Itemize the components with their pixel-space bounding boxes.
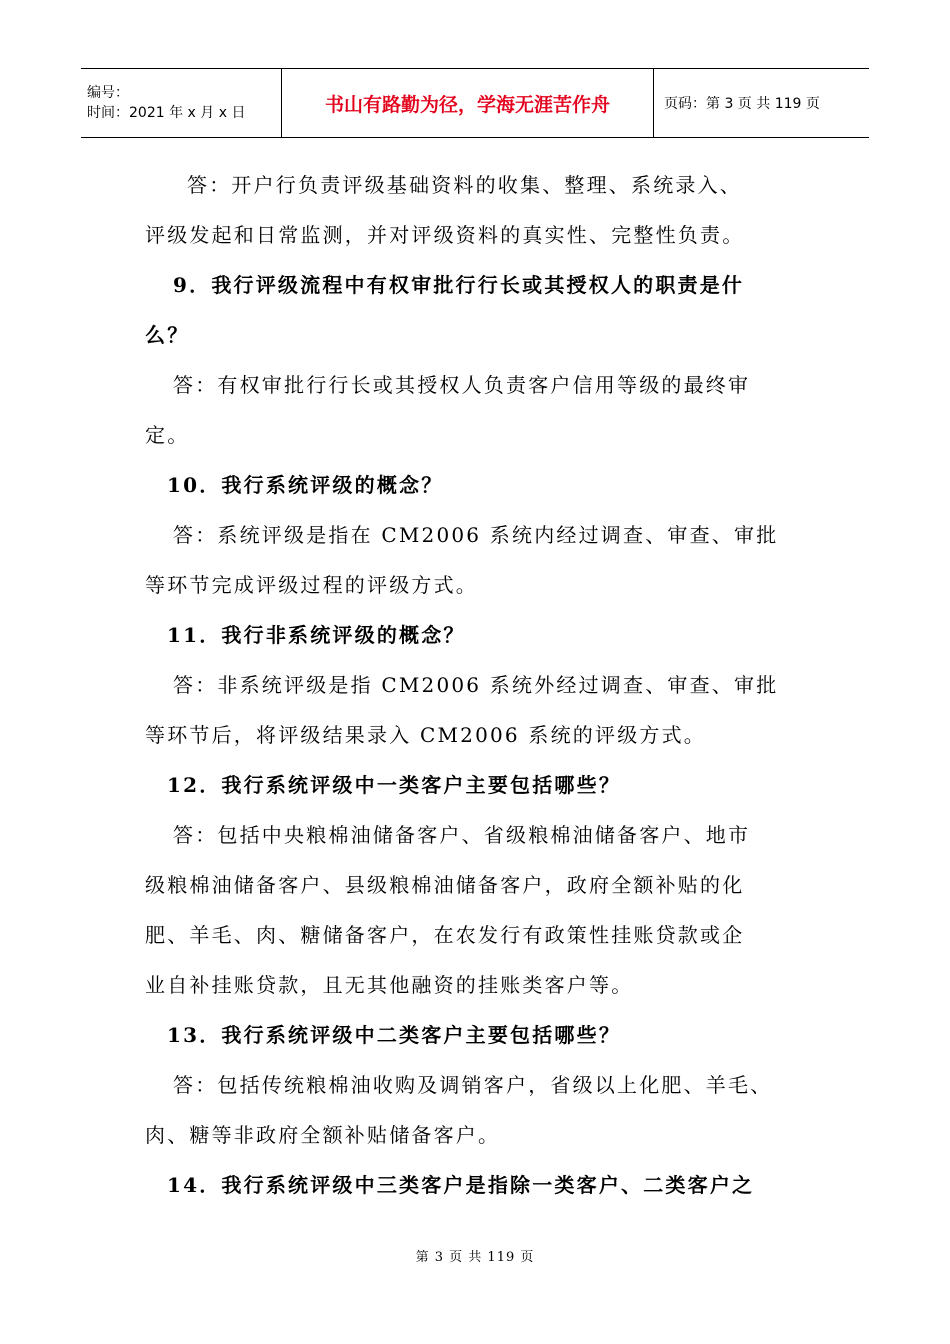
- answer-line: 答：开户行负责评级基础资料的收集、整理、系统录入、: [187, 173, 742, 197]
- answer-line: 肉、糖等非政府全额补贴储备客户。: [145, 1123, 501, 1147]
- question-line: 11．我行非系统评级的概念？: [167, 623, 466, 647]
- header-motto: 书山有路勤为径，学海无涯苦作舟: [281, 69, 654, 137]
- question-line: 么？: [145, 323, 190, 347]
- answer-line: 答：包括传统粮棉油收购及调销客户，省级以上化肥、羊毛、: [173, 1073, 773, 1097]
- answer-line: 级粮棉油储备客户、县级粮棉油储备客户，政府全额补贴的化: [145, 873, 745, 897]
- answer-line: 等环节完成评级过程的评级方式。: [145, 573, 478, 597]
- header-meta: [81, 69, 281, 137]
- answer-line: 答：包括中央粮棉油储备客户、省级粮棉油储备客户、地市: [173, 823, 751, 847]
- question-line: 14．我行系统评级中三类客户是指除一类客户、二类客户之: [167, 1173, 755, 1197]
- answer-line: 定。: [145, 423, 190, 447]
- question-line: 10．我行系统评级的概念？: [167, 473, 444, 497]
- answer-line: 肥、羊毛、肉、糖储备客户，在农发行有政策性挂账贷款或企: [145, 923, 745, 947]
- header-page-label: 页码：第 3 页 共 119 页: [664, 96, 820, 112]
- time-label: 时间：2021 年 x 月 x 日: [87, 105, 246, 121]
- question-line: 12．我行系统评级中一类客户主要包括哪些？: [167, 773, 622, 797]
- answer-line: 答：系统评级是指在 CM2006 系统内经过调查、审查、审批: [173, 523, 779, 547]
- answer-line: 答：有权审批行行长或其授权人负责客户信用等级的最终审: [173, 373, 751, 397]
- question-line: 9．我行评级流程中有权审批行行长或其授权人的职责是什: [173, 273, 745, 297]
- answer-line: 等环节后，将评级结果录入 CM2006 系统的评级方式。: [145, 723, 706, 747]
- answer-line: 业自补挂账贷款，且无其他融资的挂账类客户等。: [145, 973, 634, 997]
- question-line: 13．我行系统评级中二类客户主要包括哪些？: [167, 1023, 622, 1047]
- page-header: [81, 68, 869, 138]
- document-body: [145, 160, 817, 1210]
- answer-line: 评级发起和日常监测，并对评级资料的真实性、完整性负责。: [145, 223, 745, 247]
- page-footer: 第 3 页 共 119 页: [415, 1250, 535, 1265]
- answer-line: 答：非系统评级是指 CM2006 系统外经过调查、审查、审批: [173, 673, 779, 697]
- serial-label: 编号：: [87, 85, 129, 101]
